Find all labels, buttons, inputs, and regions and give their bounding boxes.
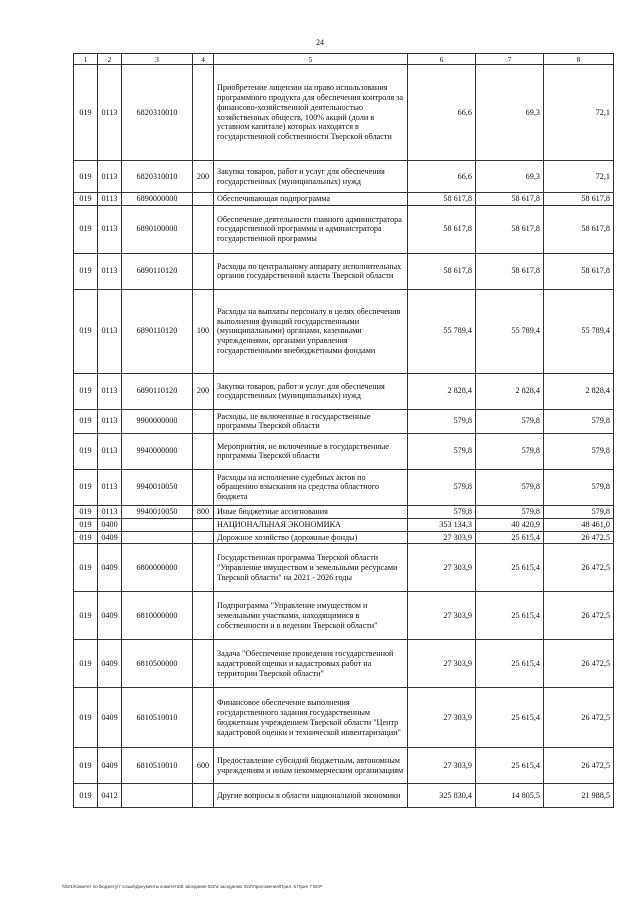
cell-amount-col-8: 579,8	[544, 469, 614, 505]
cell-amount-col-7: 25 615,4	[476, 748, 544, 784]
table-row	[74, 544, 614, 592]
cell-glava: 019	[74, 518, 98, 531]
cell-amount-col-6: 325 830,4	[408, 784, 476, 808]
cell-amount-col-7: 25 615,4	[476, 592, 544, 640]
budget-table	[73, 53, 614, 808]
cell-amount-col-7: 55 789,4	[476, 289, 544, 373]
header-col-6: 6	[408, 54, 476, 65]
cell-razdel: 0113	[98, 193, 122, 206]
cell-amount-col-7: 14 805,5	[476, 784, 544, 808]
cell-amount-col-6: 579,8	[408, 409, 476, 433]
cell-amount-col-6: 66,6	[408, 161, 476, 193]
table-row	[74, 373, 614, 409]
cell-razdel: 0113	[98, 409, 122, 433]
cell-glava: 019	[74, 65, 98, 161]
header-col-8: 8	[544, 54, 614, 65]
cell-celevaya-statya: 9940010050	[122, 469, 193, 505]
cell-vid-rashodov	[193, 409, 214, 433]
cell-amount-col-6: 55 789,4	[408, 289, 476, 373]
cell-amount-col-8: 26 472,5	[544, 640, 614, 688]
cell-amount-col-8: 72,1	[544, 65, 614, 161]
table-row	[74, 161, 614, 193]
table-row	[74, 193, 614, 206]
cell-vid-rashodov	[193, 193, 214, 206]
cell-glava: 019	[74, 592, 98, 640]
cell-naimenovanie: Другие вопросы в области национальной экономики	[214, 784, 408, 808]
cell-amount-col-6: 58 617,8	[408, 205, 476, 253]
cell-vid-rashodov: 600	[193, 748, 214, 784]
cell-vid-rashodov	[193, 65, 214, 161]
cell-celevaya-statya: 6890110120	[122, 373, 193, 409]
cell-amount-col-6: 27 303,9	[408, 640, 476, 688]
cell-glava: 019	[74, 253, 98, 289]
cell-razdel: 0113	[98, 289, 122, 373]
cell-amount-col-8: 26 472,5	[544, 748, 614, 784]
cell-glava: 019	[74, 544, 98, 592]
cell-celevaya-statya: 9940000000	[122, 433, 193, 469]
cell-glava: 019	[74, 748, 98, 784]
table-row	[74, 505, 614, 518]
cell-glava: 019	[74, 193, 98, 206]
cell-vid-rashodov	[193, 518, 214, 531]
cell-celevaya-statya: 6890100000	[122, 205, 193, 253]
cell-razdel: 0113	[98, 505, 122, 518]
cell-vid-rashodov	[193, 433, 214, 469]
cell-amount-col-6: 66,6	[408, 65, 476, 161]
table-header-row	[74, 54, 614, 65]
cell-amount-col-6: 27 303,9	[408, 748, 476, 784]
cell-amount-col-6: 58 617,8	[408, 193, 476, 206]
cell-amount-col-6: 27 303,9	[408, 531, 476, 544]
cell-glava: 019	[74, 688, 98, 748]
cell-glava: 019	[74, 640, 98, 688]
cell-amount-col-8: 26 472,5	[544, 544, 614, 592]
cell-naimenovanie: Мероприятия, не включенные в государственные программы Тверской области	[214, 433, 408, 469]
cell-celevaya-statya: 6800000000	[122, 544, 193, 592]
cell-celevaya-statya: 6810510010	[122, 688, 193, 748]
cell-celevaya-statya	[122, 784, 193, 808]
header-col-7: 7	[476, 54, 544, 65]
cell-vid-rashodov: 200	[193, 373, 214, 409]
table-row	[74, 592, 614, 640]
cell-amount-col-6: 58 617,8	[408, 253, 476, 289]
cell-amount-col-8: 579,8	[544, 409, 614, 433]
cell-naimenovanie: Закупка товаров, работ и услуг для обеспечения государственных (муниципальных) нужд	[214, 161, 408, 193]
cell-amount-col-8: 26 472,5	[544, 531, 614, 544]
cell-amount-col-6: 579,8	[408, 505, 476, 518]
cell-glava: 019	[74, 531, 98, 544]
file-path-footer: \\fs01\Комитет по бюджету\7 созыв\Документы комитета\В заседание 022\к заседанию 022\Приложения\Прил. 6 Прил 7 ВСР	[62, 884, 323, 889]
cell-naimenovanie: Закупка товаров, работ и услуг для обеспечения государственных (муниципальных) нужд	[214, 373, 408, 409]
cell-amount-col-7: 40 420,9	[476, 518, 544, 531]
table-row	[74, 531, 614, 544]
cell-razdel: 0113	[98, 469, 122, 505]
cell-amount-col-6: 2 828,4	[408, 373, 476, 409]
cell-amount-col-8: 21 988,5	[544, 784, 614, 808]
cell-amount-col-8: 58 617,8	[544, 253, 614, 289]
cell-naimenovanie: Расходы на выплаты персоналу в целях обеспечения выполнения функций государственными (муниципальными) органами, казенными учреждениями, органами управления государственными внебюджетными фондами	[214, 289, 408, 373]
cell-amount-col-6: 579,8	[408, 469, 476, 505]
header-col-4: 4	[193, 54, 214, 65]
table-row	[74, 688, 614, 748]
cell-razdel: 0409	[98, 640, 122, 688]
cell-amount-col-8: 55 789,4	[544, 289, 614, 373]
cell-amount-col-6: 27 303,9	[408, 544, 476, 592]
cell-naimenovanie: Обеспечение деятельности главного администратора государственной программы и администратора государственной программы	[214, 205, 408, 253]
cell-naimenovanie: Приобретение лицензии на право использования программного продукта для обеспечения контроля за финансово-хозяйственной деятельностью хозяйственных обществ, 100% акций (доли в уставном капитале) которых находятся в государственной собственности Тверской области	[214, 65, 408, 161]
cell-razdel: 0113	[98, 253, 122, 289]
header-col-1: 1	[74, 54, 98, 65]
cell-vid-rashodov	[193, 640, 214, 688]
cell-razdel: 0113	[98, 161, 122, 193]
cell-vid-rashodov	[193, 784, 214, 808]
cell-celevaya-statya: 6890110120	[122, 253, 193, 289]
cell-amount-col-8: 2 828,4	[544, 373, 614, 409]
table-row	[74, 748, 614, 784]
cell-celevaya-statya: 6820310010	[122, 161, 193, 193]
table-row	[74, 289, 614, 373]
table-body	[74, 65, 614, 808]
cell-amount-col-7: 25 615,4	[476, 688, 544, 748]
cell-amount-col-6: 353 134,3	[408, 518, 476, 531]
cell-celevaya-statya: 6810000000	[122, 592, 193, 640]
cell-amount-col-7: 579,8	[476, 505, 544, 518]
cell-amount-col-6: 27 303,9	[408, 688, 476, 748]
cell-amount-col-7: 25 615,4	[476, 531, 544, 544]
cell-amount-col-7: 58 617,8	[476, 193, 544, 206]
cell-amount-col-7: 579,8	[476, 409, 544, 433]
cell-amount-col-6: 579,8	[408, 433, 476, 469]
table-row	[74, 640, 614, 688]
cell-vid-rashodov	[193, 688, 214, 748]
cell-naimenovanie: Расходы, не включенные в государственные программы Тверской области	[214, 409, 408, 433]
cell-naimenovanie: Расходы по центральному аппарату исполнительных органов государственной власти Тверской области	[214, 253, 408, 289]
cell-celevaya-statya	[122, 531, 193, 544]
table-row	[74, 409, 614, 433]
cell-celevaya-statya	[122, 518, 193, 531]
table-row	[74, 518, 614, 531]
cell-glava: 019	[74, 409, 98, 433]
cell-vid-rashodov	[193, 469, 214, 505]
cell-amount-col-8: 26 472,5	[544, 592, 614, 640]
cell-vid-rashodov	[193, 253, 214, 289]
cell-amount-col-7: 58 617,8	[476, 253, 544, 289]
cell-glava: 019	[74, 784, 98, 808]
cell-naimenovanie: Задача "Обеспечение проведения государственной кадастровой оценки и кадастровых работ на территории Тверской области"	[214, 640, 408, 688]
cell-amount-col-8: 48 461,0	[544, 518, 614, 531]
cell-razdel: 0113	[98, 65, 122, 161]
cell-celevaya-statya: 9940010050	[122, 505, 193, 518]
cell-razdel: 0409	[98, 688, 122, 748]
cell-vid-rashodov: 200	[193, 161, 214, 193]
cell-naimenovanie: Государственная программа Тверской области "Управление имуществом и земельными ресурсами Тверской области" на 2021 - 2026 годы	[214, 544, 408, 592]
cell-naimenovanie: Предоставление субсидий бюджетным, автономным учреждениям и иным некоммерческим организациям	[214, 748, 408, 784]
header-col-3: 3	[122, 54, 193, 65]
cell-razdel: 0409	[98, 592, 122, 640]
table-row	[74, 253, 614, 289]
cell-naimenovanie: Подпрограмма "Управление имуществом и земельными участками, находящимися в собственности и в ведении Тверской области"	[214, 592, 408, 640]
cell-naimenovanie: НАЦИОНАЛЬНАЯ ЭКОНОМИКА	[214, 518, 408, 531]
table-row	[74, 65, 614, 161]
cell-amount-col-6: 27 303,9	[408, 592, 476, 640]
cell-amount-col-7: 58 617,8	[476, 205, 544, 253]
cell-amount-col-8: 58 617,8	[544, 193, 614, 206]
cell-naimenovanie: Иные бюджетные ассигнования	[214, 505, 408, 518]
cell-razdel: 0113	[98, 205, 122, 253]
cell-glava: 019	[74, 205, 98, 253]
cell-vid-rashodov	[193, 544, 214, 592]
cell-amount-col-7: 69,3	[476, 65, 544, 161]
header-col-5: 5	[214, 54, 408, 65]
cell-glava: 019	[74, 469, 98, 505]
cell-amount-col-7: 69,3	[476, 161, 544, 193]
cell-amount-col-7: 25 615,4	[476, 544, 544, 592]
page-number: 24	[316, 38, 324, 47]
cell-glava: 019	[74, 289, 98, 373]
cell-celevaya-statya: 6820310010	[122, 65, 193, 161]
cell-amount-col-8: 72,1	[544, 161, 614, 193]
cell-vid-rashodov: 800	[193, 505, 214, 518]
table-row	[74, 433, 614, 469]
table-row	[74, 784, 614, 808]
cell-glava: 019	[74, 373, 98, 409]
cell-vid-rashodov	[193, 531, 214, 544]
cell-amount-col-7: 2 828,4	[476, 373, 544, 409]
header-col-2: 2	[98, 54, 122, 65]
cell-amount-col-7: 579,8	[476, 433, 544, 469]
cell-razdel: 0400	[98, 518, 122, 531]
cell-amount-col-7: 579,8	[476, 469, 544, 505]
cell-amount-col-7: 25 615,4	[476, 640, 544, 688]
cell-razdel: 0412	[98, 784, 122, 808]
cell-amount-col-8: 579,8	[544, 433, 614, 469]
cell-celevaya-statya: 9900000000	[122, 409, 193, 433]
cell-razdel: 0113	[98, 433, 122, 469]
cell-amount-col-8: 579,8	[544, 505, 614, 518]
cell-razdel: 0409	[98, 544, 122, 592]
cell-glava: 019	[74, 161, 98, 193]
cell-vid-rashodov: 100	[193, 289, 214, 373]
cell-naimenovanie: Дорожное хозяйство (дорожные фонды)	[214, 531, 408, 544]
cell-naimenovanie: Расходы на исполнение судебных актов по обращению взыскания на средства областного бюджета	[214, 469, 408, 505]
cell-celevaya-statya: 6890110120	[122, 289, 193, 373]
cell-vid-rashodov	[193, 592, 214, 640]
table-row	[74, 205, 614, 253]
cell-razdel: 0113	[98, 373, 122, 409]
cell-razdel: 0409	[98, 748, 122, 784]
table-row	[74, 469, 614, 505]
cell-glava: 019	[74, 505, 98, 518]
cell-vid-rashodov	[193, 205, 214, 253]
cell-amount-col-8: 58 617,8	[544, 205, 614, 253]
cell-naimenovanie: Обеспечивающая подпрограмма	[214, 193, 408, 206]
cell-amount-col-8: 26 472,5	[544, 688, 614, 748]
cell-glava: 019	[74, 433, 98, 469]
cell-celevaya-statya: 6890000000	[122, 193, 193, 206]
cell-razdel: 0409	[98, 531, 122, 544]
cell-celevaya-statya: 6810500000	[122, 640, 193, 688]
cell-celevaya-statya: 6810510010	[122, 748, 193, 784]
cell-naimenovanie: Финансовое обеспечение выполнения государственного задания государственным бюджетным учреждением Тверской области "Центр кадастровой оценки и технической инвентаризации"	[214, 688, 408, 748]
